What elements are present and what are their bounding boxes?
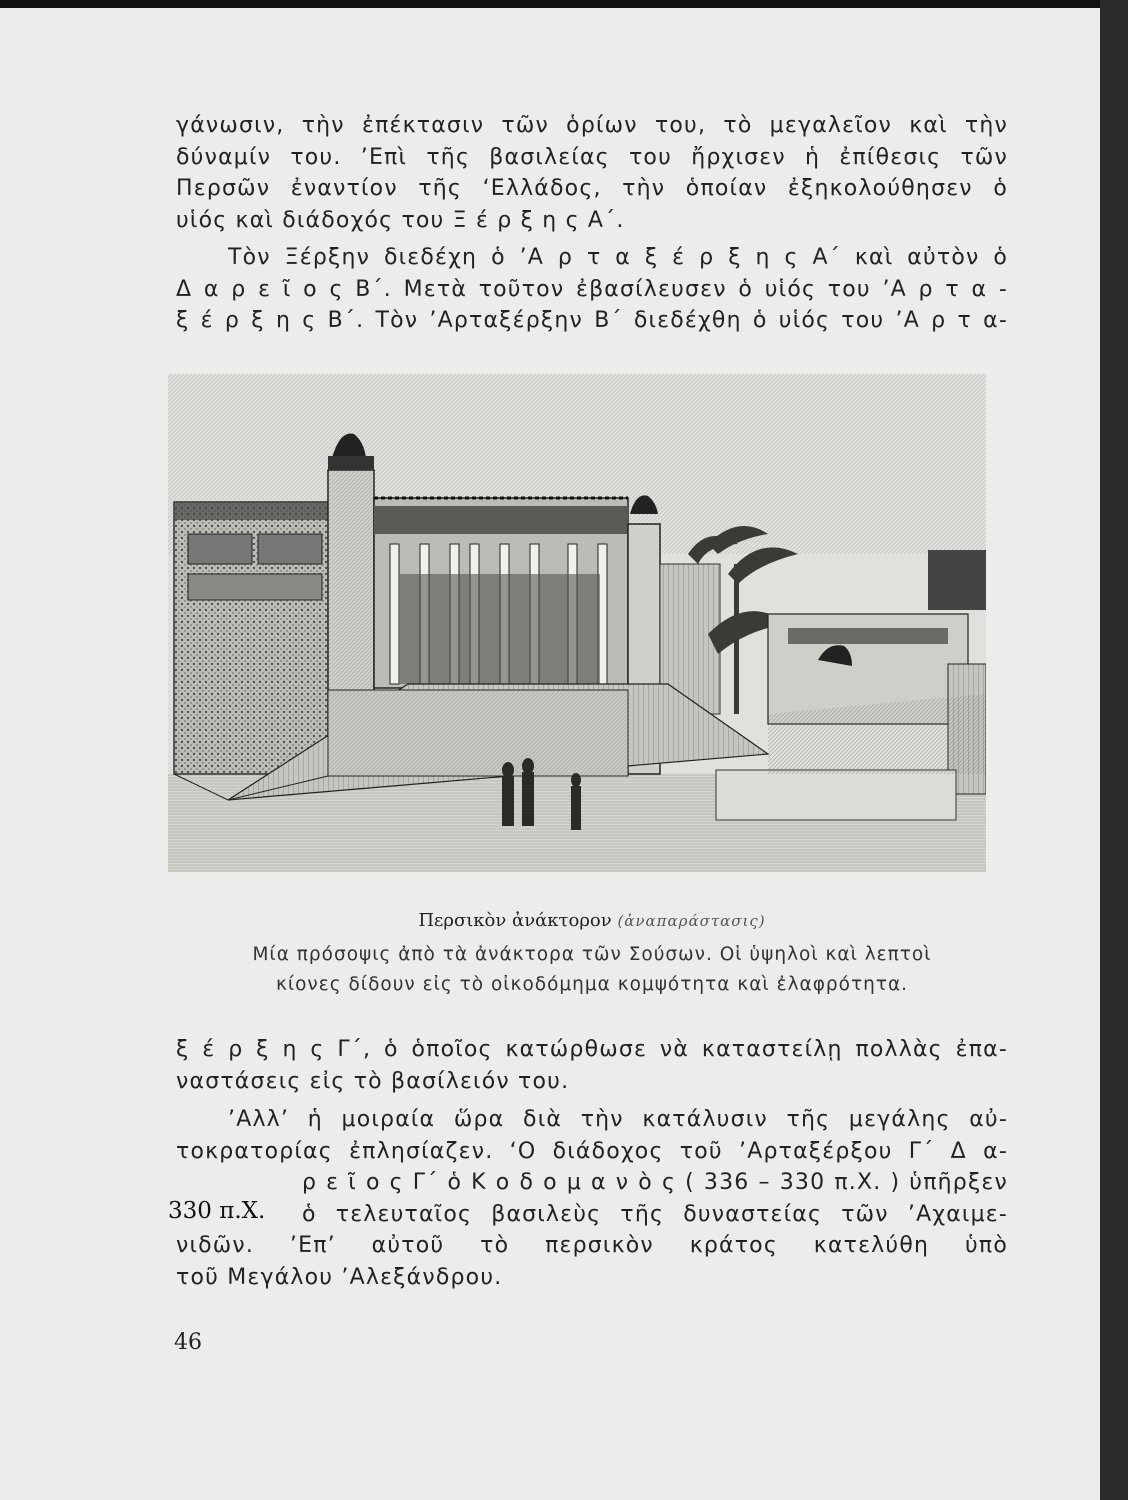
text-line: νιδῶν. ’Επ’ αὐτοῦ τὸ περσικὸν κράτος κατελύθη ὑπὸ [176, 1233, 1008, 1258]
paragraph-top [176, 110, 1008, 236]
page-number: 46 [174, 1330, 202, 1355]
scan-top-edge [0, 0, 1128, 8]
figure-caption-body [176, 940, 1008, 1000]
text-line: ναστάσεις εἰς τὸ βασίλειόν του. [176, 1068, 570, 1094]
text-line: Περσῶν ἐναντίον τῆς ‘Ελλάδος, τὴν ὁποίαν ἐξηκολούθησεν ὁ [176, 176, 1008, 201]
text-line: ὁ τελευταῖος βασιλεὺς τῆς δυναστείας τῶν ’Αχαιμε- [302, 1201, 1008, 1227]
distant-tower [928, 550, 986, 610]
caption-line: Μία πρόσοψις ἀπὸ τὰ ἀνάκτορα τῶν Σούσων. Οἱ ὑψηλοὶ καὶ λεπτοὶ [252, 944, 932, 965]
palace-illustration [168, 374, 986, 872]
paragraph-last [176, 1104, 1008, 1293]
text-line: ξ έ ρ ξ η ς Γ΄, ὁ ὁποῖος κατώρθωσε νὰ καταστείλῃ πολλὰς ἐπα- [176, 1037, 1008, 1062]
figure-caption-title [176, 910, 1008, 931]
paragraph-second [176, 242, 1008, 337]
text-line: γάνωσιν, τὴν ἐπέκτασιν τῶν ὁρίων του, τὸ μεγαλεῖον καὶ τὴν [176, 113, 1008, 138]
text-line: τοῦ Μεγάλου ’Αλεξάνδρου. [176, 1264, 503, 1290]
palace-engraving-image [168, 374, 986, 872]
text-line: δύναμίν του. ’Επὶ τῆς βασιλείας του ἤρχισεν ἡ ἐπίθεσις τῶν [176, 144, 1008, 170]
caption-line: κίονες δίδουν εἰς τὸ οἰκοδόμημα κομψότητα καὶ ἐλαφρότητα. [275, 974, 909, 995]
paragraph-after-figure [176, 1034, 1008, 1097]
figure-title: Περσικὸν ἀνάκτορον [418, 910, 612, 931]
text-line: Δ α ρ ε ῖ ο ς Β΄. Μετὰ τοῦτον ἐβασίλευσεν ὁ υἱός του ’Α ρ τ α - [176, 276, 1008, 302]
text-line: ’Αλλ’ ἡ μοιραία ὥρα διὰ τὴν κατάλυσιν τῆς μεγάλης αὐ- [228, 1107, 1008, 1132]
figure-subtitle: (ἀναπαράστασις) [617, 912, 766, 930]
margin-date-note: 330 π.Χ. [168, 1198, 266, 1224]
text-line: Τὸν Ξέρξην διεδέχη ὁ ’Α ρ τ α ξ έ ρ ξ η ς Α΄ καὶ αὐτὸν ὁ [228, 245, 1008, 270]
text-line: ρ ε ῖ ο ς Γ΄ ὁ Κ ο δ ο μ α ν ὸ ς ( 336 – 330 π.Χ. ) ὑπῆρξεν [302, 1170, 1008, 1195]
text-line: υἱός καὶ διάδοχός του Ξ έ ρ ξ η ς Α΄. [176, 207, 625, 233]
text-line: ξ έ ρ ξ η ς Β΄. Τὸν ’Αρταξέρξην Β΄ διεδέχθη ὁ υἱός του ’Α ρ τ α- [176, 308, 1008, 333]
text-line: τοκρατορίας ἐπλησίαζεν. ‘Ο διάδοχος τοῦ ’Αρταξέρξου Γ΄ Δ α- [176, 1138, 1008, 1164]
scan-right-edge [1100, 0, 1128, 1500]
